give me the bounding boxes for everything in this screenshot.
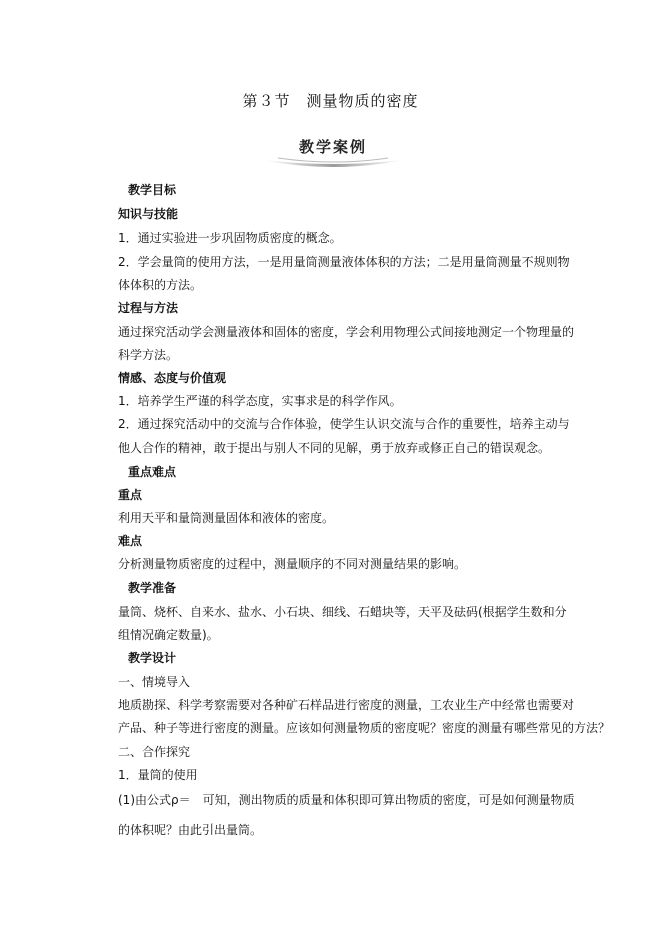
text-line: (1)由公式ρ＝ 可知，测出物质的质量和体积即可算出物质的密度，可是如何测量物质 [118, 793, 575, 807]
heading-preparation: 教学准备 [128, 581, 177, 595]
text-line: 科学方法。 [118, 348, 179, 362]
text-line: 2．通过探究活动中的交流与合作体验，使学生认识交流与合作的重要性，培养主动与 [118, 417, 570, 431]
subheading-knowledge: 知识与技能 [118, 207, 179, 221]
heading-design: 教学设计 [128, 651, 177, 665]
text-line: 1．量筒的使用 [118, 768, 198, 782]
section-banner [258, 132, 408, 172]
text-line: 体体积的方法。 [118, 278, 203, 292]
text-line: 一、情境导入 [118, 675, 191, 689]
text-line: 2．学会量筒的使用方法，一是用量筒测量液体体积的方法；二是用量筒测量不规则物 [118, 255, 570, 269]
text-line: 组情况确定数量)。 [118, 628, 219, 642]
banner-label: 教学案例 [298, 138, 367, 156]
text-line: 产品、种子等进行密度的测量。应该如何测量物质的密度呢？密度的测量有哪些常见的方法？ [118, 721, 611, 735]
subheading-key: 重点 [118, 488, 143, 502]
heading-objectives: 教学目标 [128, 183, 177, 197]
heading-key-points: 重点难点 [128, 465, 177, 479]
text-line: 地质勘探、科学考察需要对各种矿石样品进行密度的测量，工农业生产中经常也需要对 [118, 698, 575, 712]
text-line: 二、合作探究 [118, 745, 191, 759]
text-line: 利用天平和量筒测量固体和液体的密度。 [118, 511, 335, 525]
text-line: 他人合作的精神，敢于提出与别人不同的见解，勇于放弃或修正自己的错误观念。 [118, 441, 551, 455]
text-line: 分析测量物质密度的过程中，测量顺序的不同对测量结果的影响。 [118, 557, 467, 571]
text-line: 量筒、烧杯、自来水、盐水、小石块、细线、石蜡块等，天平及砝码(根据学生数和分 [118, 605, 567, 619]
subheading-difficulty: 难点 [118, 534, 143, 548]
subheading-attitude: 情感、态度与价值观 [118, 371, 227, 385]
subheading-process: 过程与方法 [118, 301, 179, 315]
text-line: 的体积呢？由此引出量筒。 [118, 823, 263, 837]
text-line: 1．培养学生严谨的科学态度，实事求是的科学作风。 [118, 394, 402, 408]
text-line: 1．通过实验进一步巩固物质密度的概念。 [118, 231, 342, 245]
text-line: 通过探究活动学会测量液体和固体的密度，学会利用物理公式间接地测定一个物理量的 [118, 325, 575, 339]
page-title: 第３节 测量物质的密度 [242, 92, 419, 110]
